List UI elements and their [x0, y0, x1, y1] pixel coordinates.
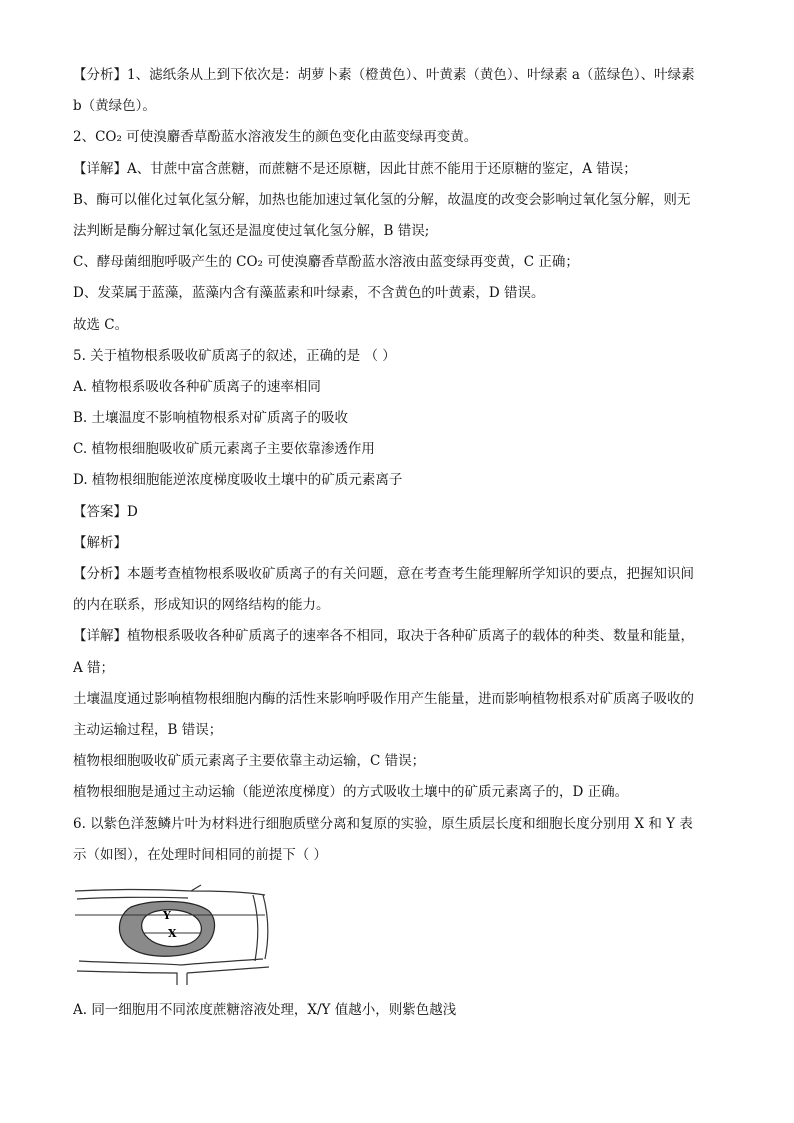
- question-6-option-a: A. 同一细胞用不同浓度蔗糖溶液处理，X/Y 值越小，则紫色越浅: [73, 1001, 457, 1018]
- figure-label-y: Y: [163, 908, 171, 922]
- question-6-stem: 示（如图），在处理时间相同的前提下（ ）: [73, 846, 328, 863]
- question-6-stem: 6. 以紫色洋葱鳞片叶为材料进行细胞质壁分离和复原的实验，原生质层长度和细胞长度分别用 X 和 Y 表: [73, 815, 693, 832]
- question-5-option-d: D. 植物根细胞能逆浓度梯度吸收土壤中的矿质元素离子: [73, 472, 403, 489]
- text-line: D、发菜属于蓝藻，蓝藻内含有藻蓝素和叶绿素，不含黄色的叶黄素，D 错误。: [73, 285, 545, 302]
- answer-label: 【答案】D: [73, 503, 138, 520]
- document-page: [73, 60, 733, 1026]
- text-line: 2、CO₂ 可使溴麝香草酚蓝水溶液发生的颜色变化由蓝变绿再变黄。: [73, 129, 478, 146]
- text-line: b（黄绿色）。: [73, 98, 156, 115]
- text-line: 故选 C。: [73, 316, 129, 333]
- text-line: 【详解】植物根系吸收各种矿质离子的速率各不相同，取决于各种矿质离子的载体的种类、数量和能量，: [73, 628, 694, 645]
- text-line: 植物根细胞是通过主动运输（能逆浓度梯度）的方式吸收土壤中的矿质元素离子的，D 正确。: [73, 784, 629, 801]
- text-line: 【分析】本题考查植物根系吸收矿质离子的有关问题，意在考查考生能理解所学知识的要点，把握知识间: [73, 566, 694, 582]
- question-5-stem: 5. 关于植物根系吸收矿质离子的叙述，正确的是 （ ）: [73, 347, 396, 364]
- text-line: 主动运输过程，B 错误；: [73, 721, 223, 738]
- text-block: [73, 60, 733, 871]
- text-line: 植物根细胞吸收矿质元素离子主要依靠主动运输，C 错误；: [73, 753, 426, 770]
- text-line: 法判断是酶分解过氧化氢还是温度使过氧化氢分解，B 错误;: [73, 222, 430, 239]
- after-figure-block: [73, 995, 733, 1026]
- question-5-option-b: B. 土壤温度不影响植物根系对矿质离子的吸收: [73, 410, 349, 427]
- question-5-option-a: A. 植物根系吸收各种矿质离子的速率相同: [73, 378, 321, 395]
- text-line: 【详解】A、甘蔗中富含蔗糖，而蔗糖不是还原糖，因此甘蔗不能用于还原糖的鉴定，A 错误；: [73, 160, 637, 177]
- text-line: 土壤温度通过影响植物根细胞内酶的活性来影响呼吸作用产生能量，进而影响植物根系对矿质离子吸收的: [73, 690, 694, 707]
- figure-label-x: X: [168, 926, 177, 940]
- question-5-option-c: C. 植物根细胞吸收矿质元素离子主要依靠渗透作用: [73, 441, 375, 458]
- text-line: B、酶可以催化过氧化氢分解，加热也能加速过氧化氢的分解，故温度的改变会影响过氧化氢分解，则无: [73, 191, 691, 208]
- text-line: 【分析】1、滤纸条从上到下依次是：胡萝卜素（橙黄色）、叶黄素（黄色）、叶绿素 a（蓝绿色）、叶绿素: [73, 67, 695, 83]
- cell-plasmolysis-figure: [73, 877, 273, 985]
- text-line: 的内在联系，形成知识的网络结构的能力。: [73, 597, 330, 614]
- text-line: A 错；: [73, 659, 115, 676]
- explanation-label: 【解析】: [73, 534, 127, 551]
- text-line: C、酵母菌细胞呼吸产生的 CO₂ 可使溴麝香草酚蓝水溶液由蓝变绿再变黄，C 正确；: [73, 254, 579, 271]
- cell-diagram: [73, 877, 273, 985]
